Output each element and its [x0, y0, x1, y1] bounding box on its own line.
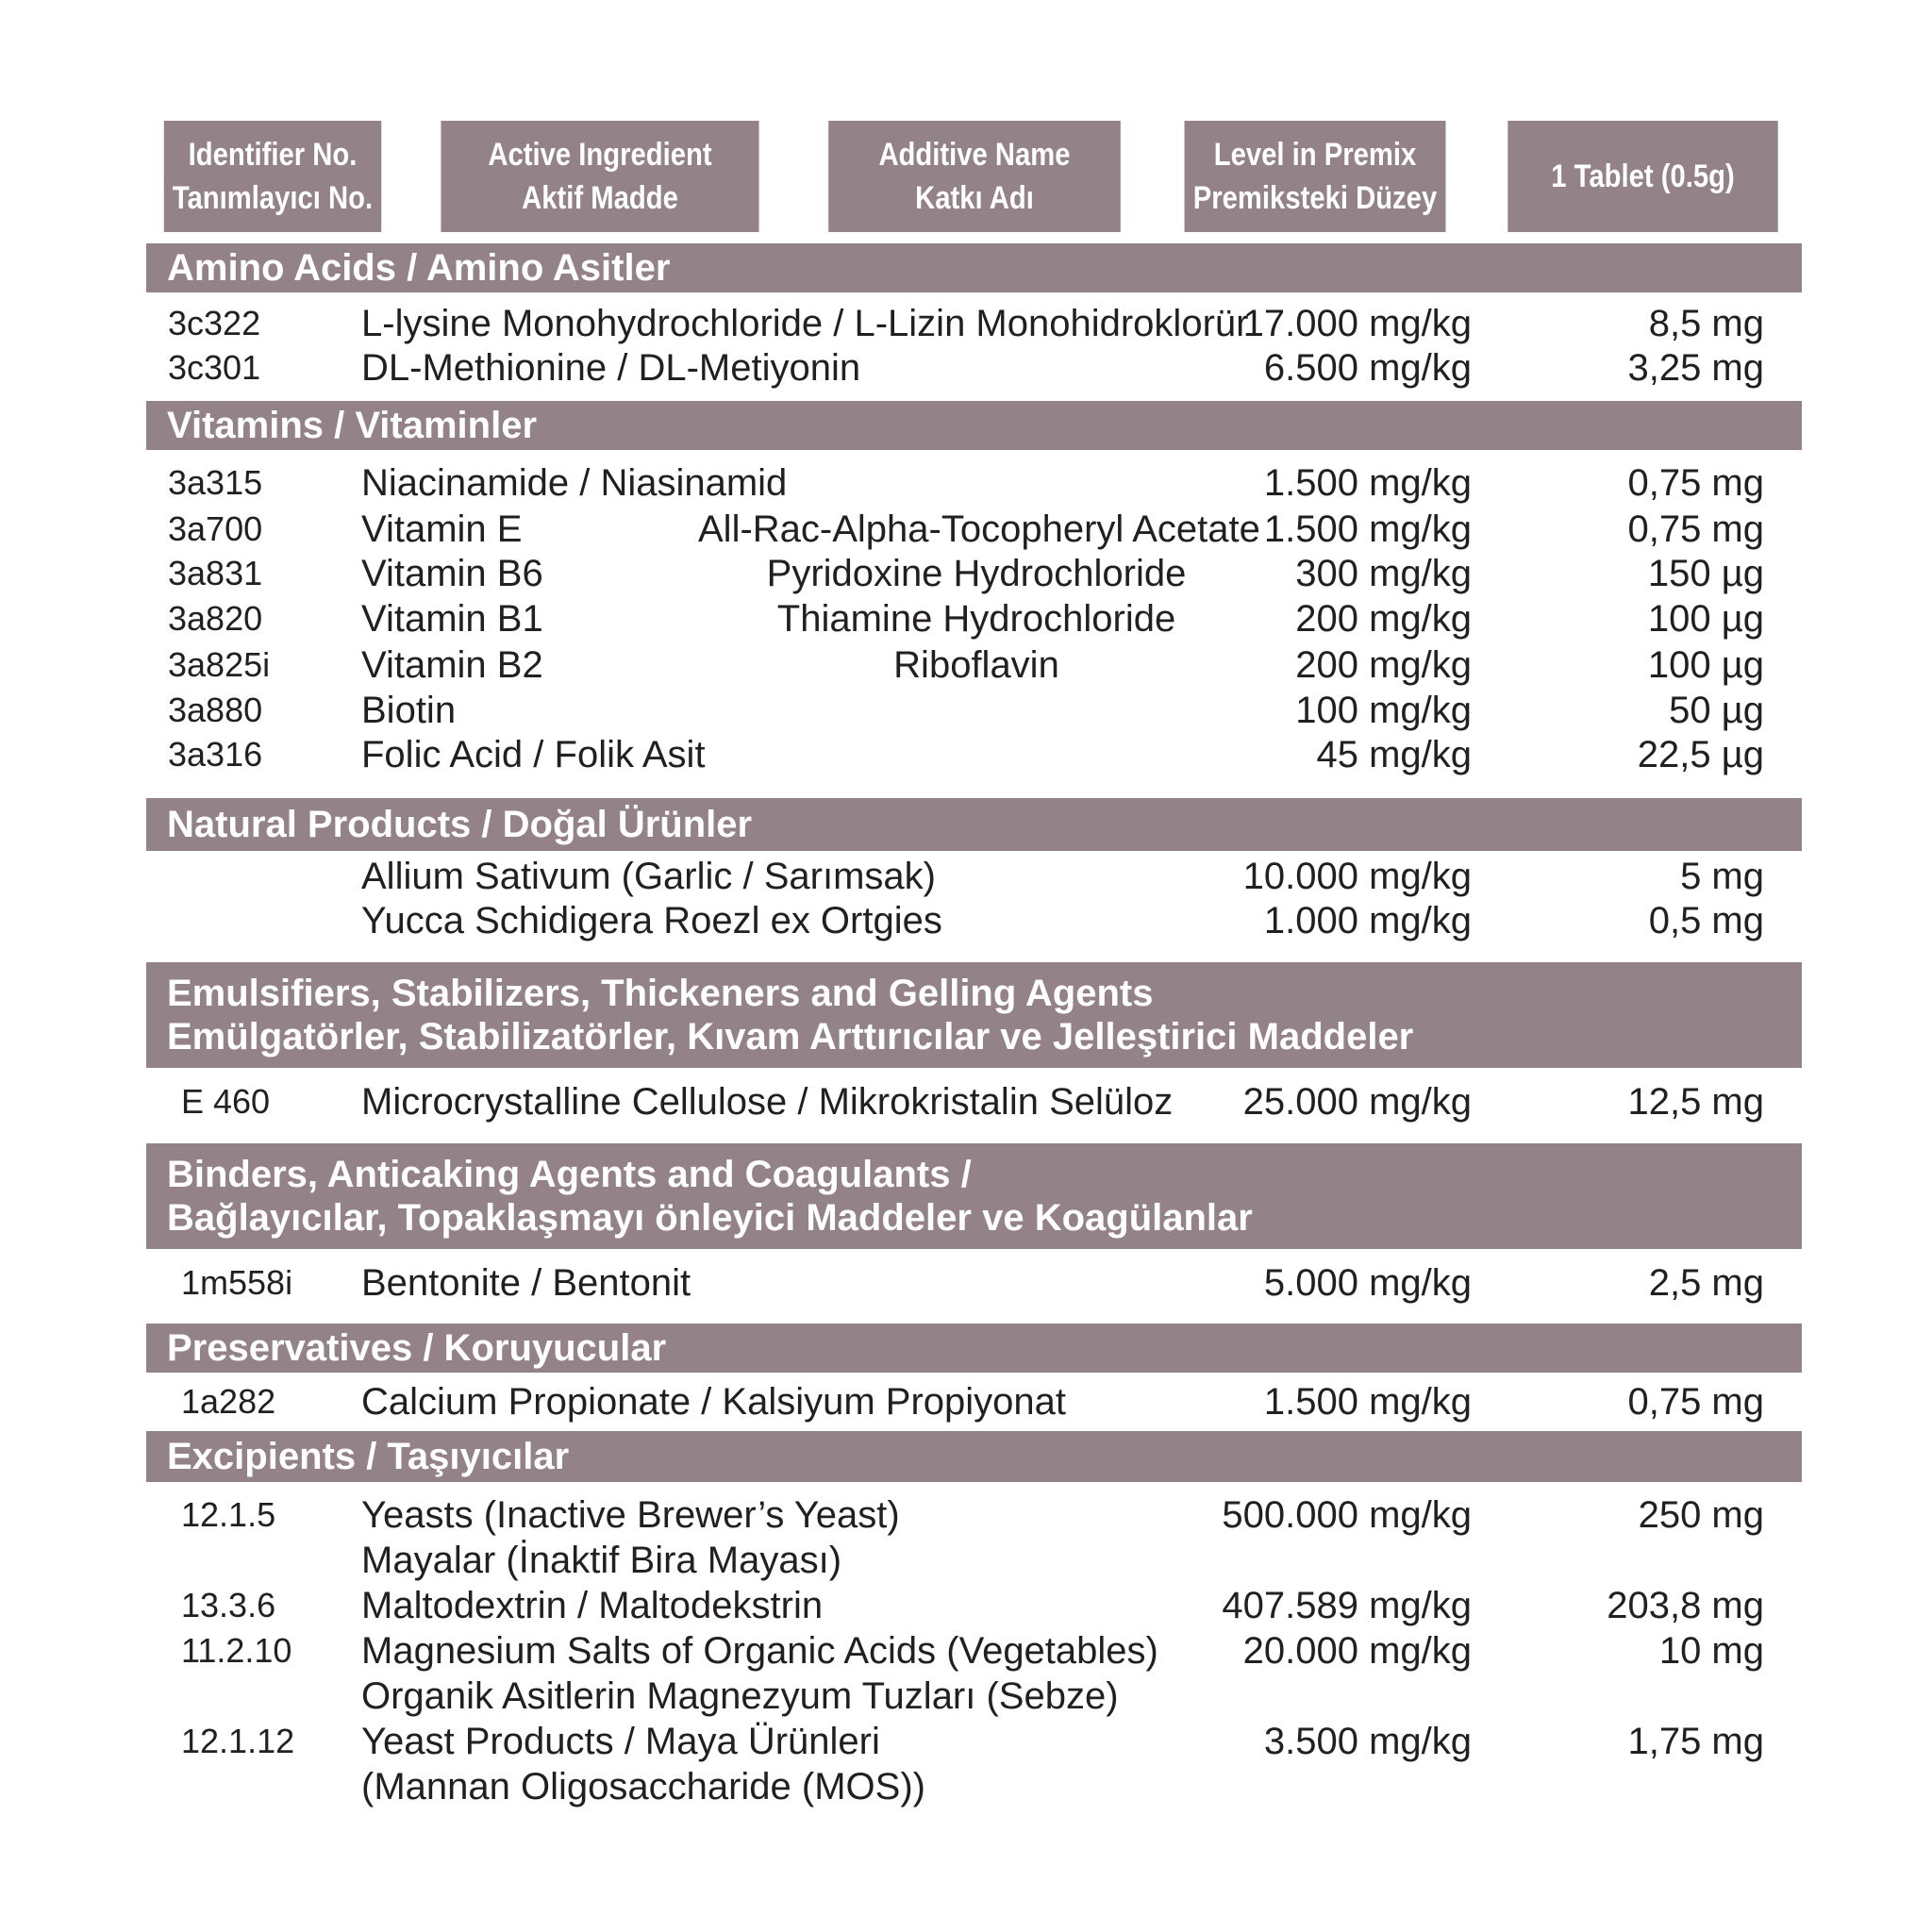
- identifier-cell: E 460: [181, 1082, 271, 1121]
- table-row: [0, 596, 1932, 641]
- header-tablet-label: 1 Tablet (0.5g): [1551, 158, 1735, 194]
- active-ingredient-cell: Vitamin B1: [361, 598, 543, 640]
- tablet-cell: 150 µg: [1647, 553, 1764, 594]
- header-identifier-en: Identifier No.: [188, 137, 358, 173]
- identifier-cell: 3a825i: [168, 645, 271, 684]
- tablet-cell: 50 µg: [1669, 690, 1764, 731]
- level-cell: 10.000 mg/kg: [1242, 856, 1472, 897]
- level-cell: 25.000 mg/kg: [1242, 1081, 1472, 1123]
- table-row: [0, 1492, 1932, 1538]
- section-preservatives: [146, 1324, 1802, 1373]
- header-active-tr: Aktif Madde: [522, 180, 678, 216]
- header-active-en: Active Ingredient: [488, 137, 712, 173]
- active-ingredient-cell: L-lysine Monohydrochloride / L-Lizin Monohidroklorür: [361, 303, 1249, 344]
- active-ingredient-cell: Bentonite / Bentonit: [361, 1262, 691, 1304]
- table-row: [0, 688, 1932, 733]
- active-ingredient-cell: Magnesium Salts of Organic Acids (Vegetables): [361, 1630, 1158, 1672]
- tablet-cell: 22,5 µg: [1637, 734, 1764, 775]
- header-active-ingredient: [441, 121, 758, 232]
- tablet-cell: 100 µg: [1647, 644, 1764, 686]
- level-cell: 100 mg/kg: [1295, 690, 1472, 731]
- section-natural-products: [146, 798, 1802, 851]
- level-cell: 1.000 mg/kg: [1263, 900, 1472, 941]
- section-title-tr: Emülgatörler, Stabilizatörler, Kıvam Arttırıcılar ve Jelleştirici Maddeler: [167, 1016, 1414, 1058]
- tablet-cell: 250 mg: [1638, 1494, 1764, 1536]
- header-level-en: Level in Premix: [1213, 137, 1417, 173]
- tablet-cell: 5 mg: [1680, 856, 1764, 897]
- active-ingredient-cell: Folic Acid / Folik Asit: [361, 734, 706, 775]
- active-ingredient-cell: DL-Methionine / DL-Metiyonin: [361, 347, 861, 389]
- tablet-cell: 0,75 mg: [1627, 1381, 1764, 1423]
- table-row: [0, 642, 1932, 688]
- level-cell: 1.500 mg/kg: [1263, 1381, 1472, 1423]
- section-title: Vitamins / Vitaminler: [167, 405, 538, 446]
- header-additive-tr: Katkı Adı: [915, 180, 1034, 216]
- header-tablet: [1507, 121, 1777, 232]
- tablet-cell: 3,25 mg: [1627, 347, 1764, 389]
- tablet-cell: 2,5 mg: [1648, 1262, 1764, 1304]
- table-row: [0, 1079, 1932, 1124]
- header-identifier-tr: Tanımlayıcı No.: [172, 180, 374, 216]
- level-cell: 20.000 mg/kg: [1242, 1630, 1472, 1672]
- active-ingredient-cell: Allium Sativum (Garlic / Sarımsak): [361, 856, 936, 897]
- level-cell: 1.500 mg/kg: [1263, 508, 1472, 550]
- level-cell: 3.500 mg/kg: [1263, 1721, 1472, 1762]
- section-emulsifiers: [146, 962, 1802, 1068]
- additive-name-cell: All-Rac-Alpha-Tocopheryl Acetate: [698, 508, 1260, 550]
- table-row: [0, 898, 1932, 943]
- header-level-tr: Premiksteki Düzey: [1192, 180, 1438, 216]
- table-row: [0, 854, 1932, 899]
- active-ingredient-cell: Vitamin E: [361, 508, 523, 550]
- tablet-cell: 1,75 mg: [1627, 1721, 1764, 1762]
- active-ingredient-continuation: Mayalar (İnaktif Bira Mayası): [361, 1540, 842, 1581]
- table-row: [0, 507, 1932, 552]
- active-ingredient-cell: Vitamin B6: [361, 553, 543, 594]
- tablet-cell: 10 mg: [1658, 1630, 1764, 1672]
- section-title-en: Binders, Anticaking Agents and Coagulants /: [167, 1154, 972, 1195]
- active-ingredient-cell: Yeast Products / Maya Ürünleri: [361, 1721, 880, 1762]
- active-ingredient-cell: Calcium Propionate / Kalsiyum Propiyonat: [361, 1381, 1067, 1423]
- identifier-cell: 1m558i: [181, 1263, 293, 1302]
- tablet-cell: 0,5 mg: [1648, 900, 1764, 941]
- tablet-cell: 0,75 mg: [1627, 462, 1764, 504]
- table-row: [0, 732, 1932, 777]
- active-ingredient-cell: Biotin: [361, 690, 457, 731]
- table-row: [0, 1719, 1932, 1764]
- table-row: [0, 1260, 1932, 1306]
- level-cell: 407.589 mg/kg: [1222, 1585, 1472, 1626]
- header-identifier: [164, 121, 381, 232]
- section-title: Preservatives / Koruyucular: [167, 1327, 667, 1369]
- level-cell: 300 mg/kg: [1295, 553, 1472, 594]
- active-ingredient-continuation: (Mannan Oligosaccharide (MOS)): [361, 1766, 925, 1807]
- section-amino-acids: [146, 243, 1802, 292]
- identifier-cell: 12.1.12: [181, 1722, 295, 1760]
- table-row: [0, 551, 1932, 596]
- section-title: Natural Products / Doğal Ürünler: [167, 804, 753, 845]
- identifier-cell: 3c301: [168, 348, 261, 387]
- table-row: [0, 345, 1932, 391]
- identifier-cell: 3a831: [168, 554, 263, 592]
- section-title-tr: Bağlayıcılar, Topaklaşmayı önleyici Maddeler ve Koagülanlar: [167, 1197, 1253, 1239]
- level-cell: 45 mg/kg: [1316, 734, 1472, 775]
- tablet-cell: 12,5 mg: [1627, 1081, 1764, 1123]
- additive-name-cell: Pyridoxine Hydrochloride: [766, 553, 1187, 594]
- active-ingredient-cell: Niacinamide / Niasinamid: [361, 462, 788, 504]
- level-cell: 200 mg/kg: [1295, 644, 1472, 686]
- tablet-cell: 8,5 mg: [1648, 303, 1764, 344]
- section-binders: [146, 1143, 1802, 1249]
- header-additive-name: [828, 121, 1121, 232]
- section-title: Amino Acids / Amino Asitler: [167, 247, 671, 289]
- active-ingredient-cell: Microcrystalline Cellulose / Mikrokristalin Selüloz: [361, 1081, 1174, 1123]
- header-additive-en: Additive Name: [878, 137, 1071, 173]
- table-row: [0, 460, 1932, 506]
- level-cell: 5.000 mg/kg: [1263, 1262, 1472, 1304]
- level-cell: 500.000 mg/kg: [1222, 1494, 1472, 1536]
- level-cell: 17.000 mg/kg: [1242, 303, 1472, 344]
- identifier-cell: 11.2.10: [181, 1631, 292, 1670]
- level-cell: 200 mg/kg: [1295, 598, 1472, 640]
- section-title: Excipients / Taşıyıcılar: [167, 1436, 570, 1477]
- active-ingredient-cell: Yucca Schidigera Roezl ex Ortgies: [361, 900, 942, 941]
- table-row: [0, 1583, 1932, 1628]
- identifier-cell: 3c322: [168, 304, 261, 342]
- active-ingredient-cell: Yeasts (Inactive Brewer’s Yeast): [361, 1494, 900, 1536]
- additive-name-cell: Riboflavin: [893, 644, 1059, 686]
- tablet-cell: 0,75 mg: [1627, 508, 1764, 550]
- identifier-cell: 1a282: [181, 1382, 276, 1421]
- identifier-cell: 3a700: [168, 509, 263, 548]
- identifier-cell: 3a315: [168, 463, 263, 502]
- tablet-cell: 203,8 mg: [1607, 1585, 1764, 1626]
- section-vitamins: [146, 401, 1802, 450]
- identifier-cell: 3a316: [168, 735, 263, 774]
- identifier-cell: 3a880: [168, 691, 263, 729]
- table-row: [0, 1379, 1932, 1424]
- identifier-cell: 3a820: [168, 599, 263, 638]
- section-excipients: [146, 1431, 1802, 1482]
- section-title-en: Emulsifiers, Stabilizers, Thickeners and Gelling Agents: [167, 973, 1154, 1014]
- additive-name-cell: Thiamine Hydrochloride: [776, 598, 1176, 640]
- table-row: [0, 1628, 1932, 1674]
- tablet-cell: 100 µg: [1647, 598, 1764, 640]
- header-level-in-premix: [1185, 121, 1446, 232]
- table-row: [0, 301, 1932, 346]
- level-cell: 6.500 mg/kg: [1263, 347, 1472, 389]
- identifier-cell: 13.3.6: [181, 1586, 276, 1624]
- active-ingredient-continuation: Organik Asitlerin Magnezyum Tuzları (Sebze): [361, 1675, 1119, 1717]
- identifier-cell: 12.1.5: [181, 1495, 276, 1534]
- active-ingredient-cell: Maltodextrin / Maltodekstrin: [361, 1585, 824, 1626]
- level-cell: 1.500 mg/kg: [1263, 462, 1472, 504]
- active-ingredient-cell: Vitamin B2: [361, 644, 543, 686]
